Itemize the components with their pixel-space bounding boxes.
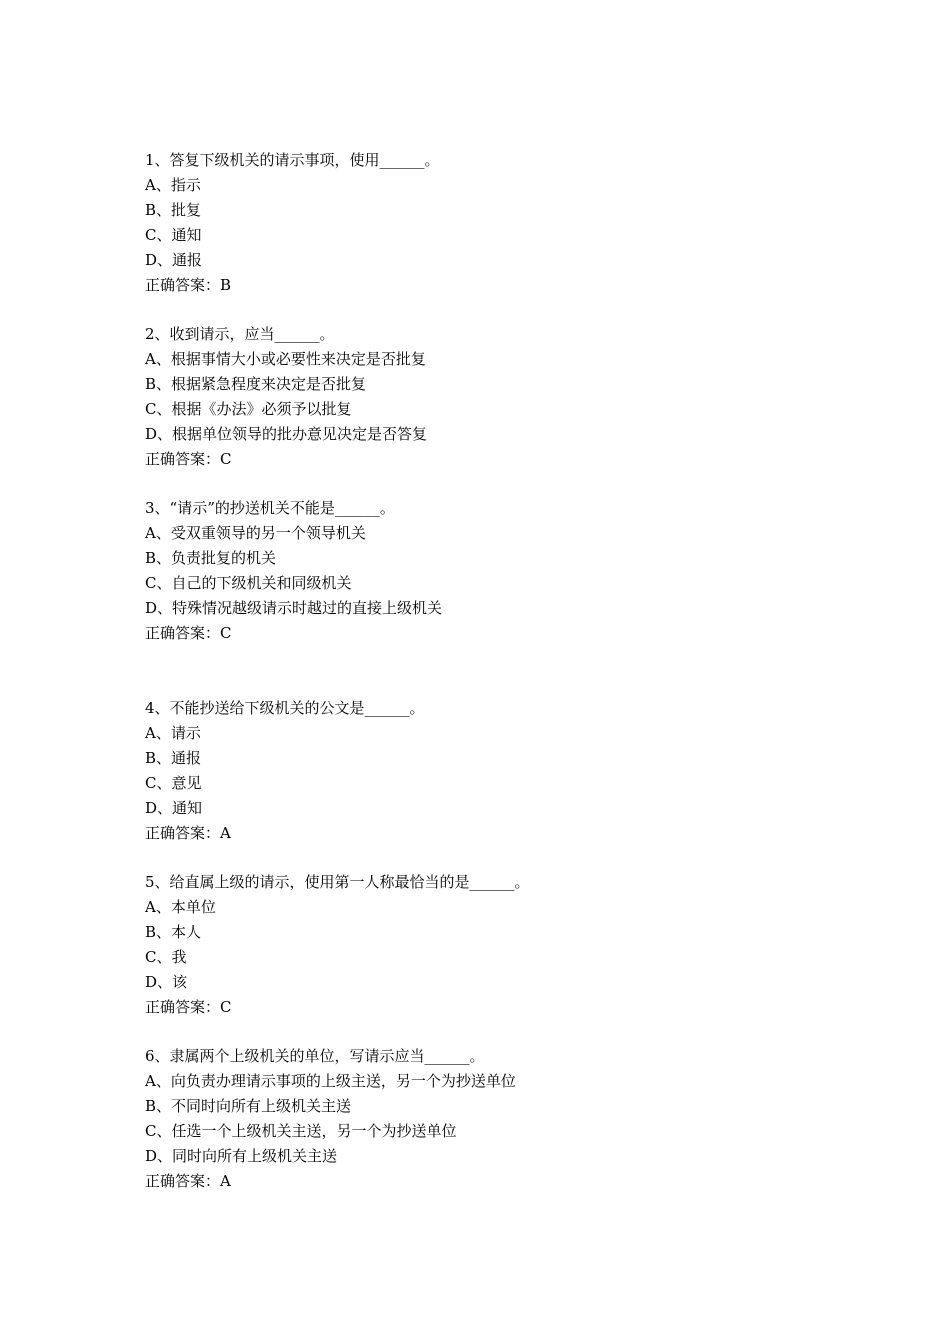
option-c: C、根据《办法》必须予以批复	[145, 400, 352, 418]
question-5	[145, 870, 845, 1020]
option-b: B、通报	[145, 749, 202, 767]
option-a: A、向负责办理请示事项的上级主送，另一个为抄送单位	[145, 1072, 516, 1090]
option-b: B、不同时向所有上级机关主送	[145, 1097, 352, 1115]
option-a: A、本单位	[145, 898, 216, 916]
option-b: B、根据紧急程度来决定是否批复	[145, 375, 367, 393]
correct-answer: 正确答案：B	[145, 276, 232, 294]
question-4	[145, 696, 845, 846]
option-c: C、意见	[145, 774, 202, 792]
question-stem: 3、“请示”的抄送机关不能是______。	[145, 499, 395, 517]
question-stem: 2、收到请示，应当______。	[145, 325, 335, 343]
question-1	[145, 148, 845, 298]
option-b: B、本人	[145, 923, 202, 941]
correct-answer: 正确答案：C	[145, 450, 232, 468]
option-c: C、自己的下级机关和同级机关	[145, 574, 352, 592]
option-d: D、通报	[145, 251, 203, 269]
option-b: B、批复	[145, 201, 202, 219]
option-b: B、负责批复的机关	[145, 549, 277, 567]
correct-answer: 正确答案：C	[145, 998, 232, 1016]
question-stem: 1、答复下级机关的请示事项，使用______。	[145, 151, 440, 169]
option-c: C、任选一个上级机关主送，另一个为抄送单位	[145, 1122, 457, 1140]
option-d: D、根据单位领导的批办意见决定是否答复	[145, 425, 428, 443]
question-stem: 4、不能抄送给下级机关的公文是______。	[145, 699, 425, 717]
correct-answer: 正确答案：C	[145, 624, 232, 642]
option-c: C、我	[145, 948, 187, 966]
correct-answer: 正确答案：A	[145, 824, 231, 842]
question-6	[145, 1044, 845, 1194]
option-a: A、根据事情大小或必要性来决定是否批复	[145, 350, 426, 368]
option-d: D、同时向所有上级机关主送	[145, 1147, 338, 1165]
option-c: C、通知	[145, 226, 202, 244]
option-d: D、特殊情况越级请示时越过的直接上级机关	[145, 599, 443, 617]
correct-answer: 正确答案：A	[145, 1172, 231, 1190]
option-a: A、请示	[145, 724, 201, 742]
question-3	[145, 496, 845, 646]
option-a: A、指示	[145, 176, 201, 194]
question-stem: 6、隶属两个上级机关的单位，写请示应当______。	[145, 1047, 485, 1065]
option-a: A、受双重领导的另一个领导机关	[145, 524, 366, 542]
option-d: D、通知	[145, 799, 203, 817]
option-d: D、该	[145, 973, 188, 991]
question-2	[145, 322, 845, 472]
question-stem: 5、给直属上级的请示，使用第一人称最恰当的是______。	[145, 873, 530, 891]
